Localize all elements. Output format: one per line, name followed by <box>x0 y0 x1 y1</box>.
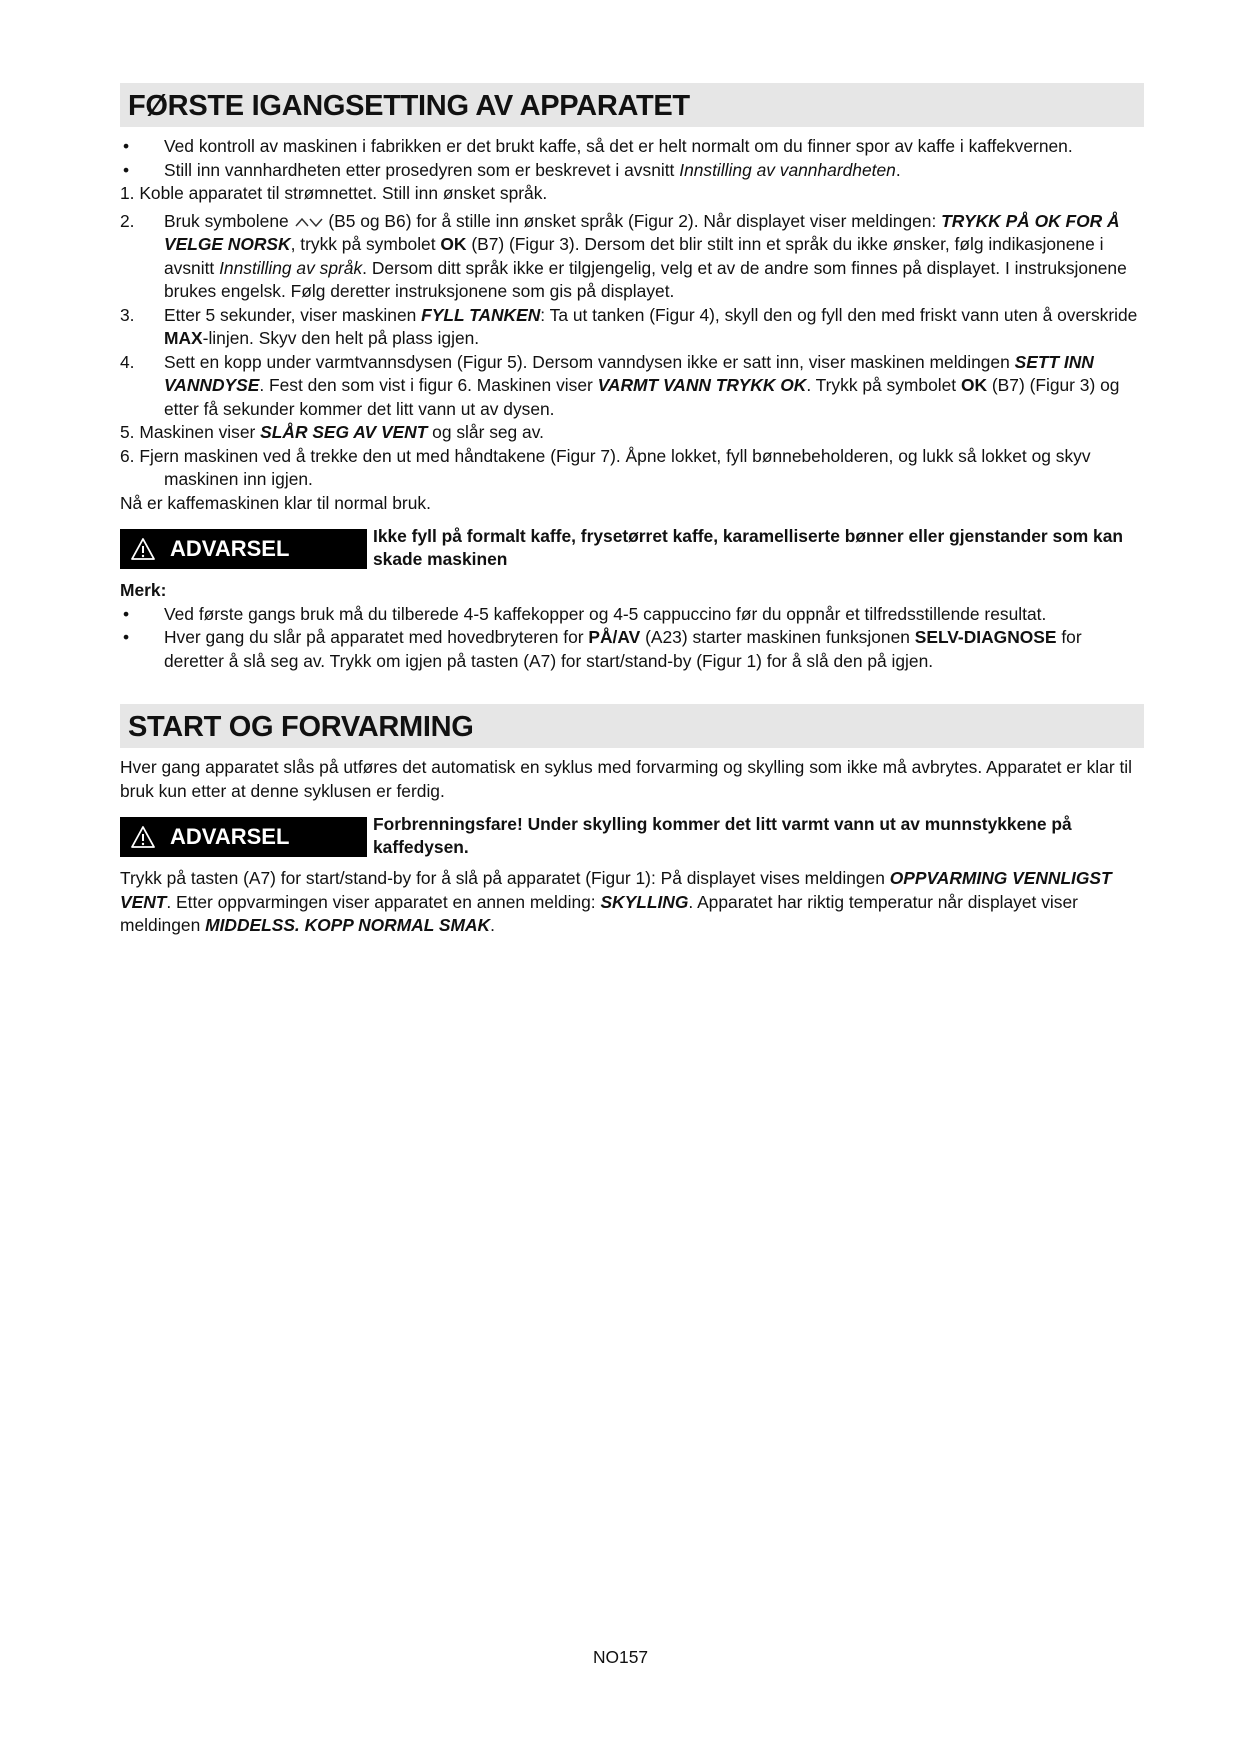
section-title-start: START OG FORVARMING <box>120 704 1144 748</box>
step-text: Etter 5 sekunder, viser maskinen FYLL TANKEN: Ta ut tanken (Figur 4), skyll den og fyll den med friskt vann uten å overskride MAX-linjen. Skyv den helt på plass igjen. <box>164 304 1138 348</box>
step-text: Sett en kopp under varmtvannsdysen (Figur 5). Dersom vanndysen ikke er satt inn, viser maskinen meldingen SETT INN VANNDYSE. Fest den som vist i figur 6. Maskinen viser VARMT VANN TRYKK OK. Trykk på symbolet OK (B7) (Figur 3) og etter få sekunder kommer det litt vann ut av dysen. <box>164 351 1120 419</box>
step-number: 2. <box>120 210 135 231</box>
step-3 <box>120 304 1144 351</box>
preheat-paragraph: Trykk på tasten (A7) for start/stand-by for å slå på apparatet (Figur 1): På displayet vises meldingen OPPVARMING VENNLIGST VENT. Etter oppvarmingen viser apparatet en annen melding: SKYLLING. Apparatet har riktig temperatur når displayet viser meldingen MIDDELSS. KOPP NORMAL SMAK. <box>120 868 1112 935</box>
list-item <box>120 626 1144 673</box>
step-5: 5. Maskinen viser SLÅR SEG AV VENT og slår seg av. <box>120 422 544 442</box>
warning-triangle-icon <box>130 825 156 849</box>
bullet-text: Ved første gangs bruk må du tilberede 4-5 kaffekopper og 4-5 cappuccino før du oppnår et tilfredsstillende resultat. <box>164 603 1047 624</box>
bullet-marker: • <box>123 136 130 156</box>
warning-label <box>120 529 367 569</box>
warning-box <box>120 813 1144 859</box>
intro-paragraph: Hver gang apparatet slås på utføres det automatisk en syklus med forvarming og skylling som ikke må avbrytes. Apparatet er klar til bruk kun etter at denne syklusen er ferdig. <box>120 757 1133 801</box>
step-2 <box>120 210 1144 304</box>
note-bullets <box>120 603 1144 674</box>
bullet-text: Still inn vannhardheten etter prosedyren som er beskrevet i avsnitt Innstilling av vannhardheten. <box>164 159 901 180</box>
note-label: Merk: <box>120 580 167 600</box>
step-6: 6. Fjern maskinen ved å trekke den ut med håndtakene (Figur 7). Åpne lokket, fyll bønnebeholderen, og lukk så lokket og skyv maskinen inn igjen. <box>120 445 1091 489</box>
warning-text: Forbrenningsfare! Under skylling kommer det litt varmt vann ut av munnstykkene på kaffedysen. <box>373 814 1072 857</box>
ready-text: Nå er kaffemaskinen klar til normal bruk. <box>120 492 431 513</box>
warning-text: Ikke fyll på formalt kaffe, frysetørret kaffe, karamelliserte bønner eller gjenstander som kan skade maskinen <box>373 526 1124 569</box>
list-item <box>120 135 1144 159</box>
bullet-text: Hver gang du slår på apparatet med hovedbryteren for PÅ/AV (A23) starter maskinen funksjonen SELV-DIAGNOSE for deretter å slå seg av. Trykk om igjen på tasten (A7) for start/stand-by (Figur 1) for å slå den på igjen. <box>164 627 1082 671</box>
step-number: 3. <box>120 304 135 325</box>
bullet-text: Ved kontroll av maskinen i fabrikken er det brukt kaffe, så det er helt normalt om du finner spor av kaffe i kaffekvernen. <box>164 136 1073 156</box>
step-1: 1. Koble apparatet til strømnettet. Still inn ønsket språk. <box>120 183 548 203</box>
list-item <box>120 603 1144 627</box>
warning-label <box>120 817 367 857</box>
step-4 <box>120 351 1144 422</box>
page-number: NO157 <box>592 1647 649 1667</box>
bullet-marker: • <box>123 603 130 624</box>
intro-bullets <box>120 135 1144 182</box>
step-text: Bruk symbolene (B5 og B6) for å stille inn ønsket språk (Figur 2). Når displayet viser meldingen: TRYKK PÅ OK FOR Å VELGE NORSK, trykk på symbolet OK (B7) (Figur 3). Dersom det blir stilt inn et språk du ikke ønsker, følg indikasjonene i avsnitt Innstilling av språk. Dersom ditt språk ikke er tilgjengelig, velg et av de andre som finnes på displayet. I instruksjonene brukes engelsk. Følg deretter instruksjonene som gis på displayet. <box>164 210 1127 301</box>
up-down-arrows-icon <box>294 215 324 229</box>
section-title-first-use: FØRSTE IGANGSETTING AV APPARATET <box>120 83 1144 127</box>
warning-box <box>120 525 1144 571</box>
step-number: 4. <box>120 351 135 372</box>
manual-page <box>120 83 1144 938</box>
warning-triangle-icon <box>130 537 156 561</box>
bullet-marker: • <box>123 159 130 180</box>
section-start-preheat <box>120 704 1144 938</box>
warning-label-text: ADVARSEL <box>170 536 290 562</box>
bullet-marker: • <box>123 627 130 647</box>
warning-label-text: ADVARSEL <box>170 824 290 850</box>
list-item <box>120 159 1144 183</box>
